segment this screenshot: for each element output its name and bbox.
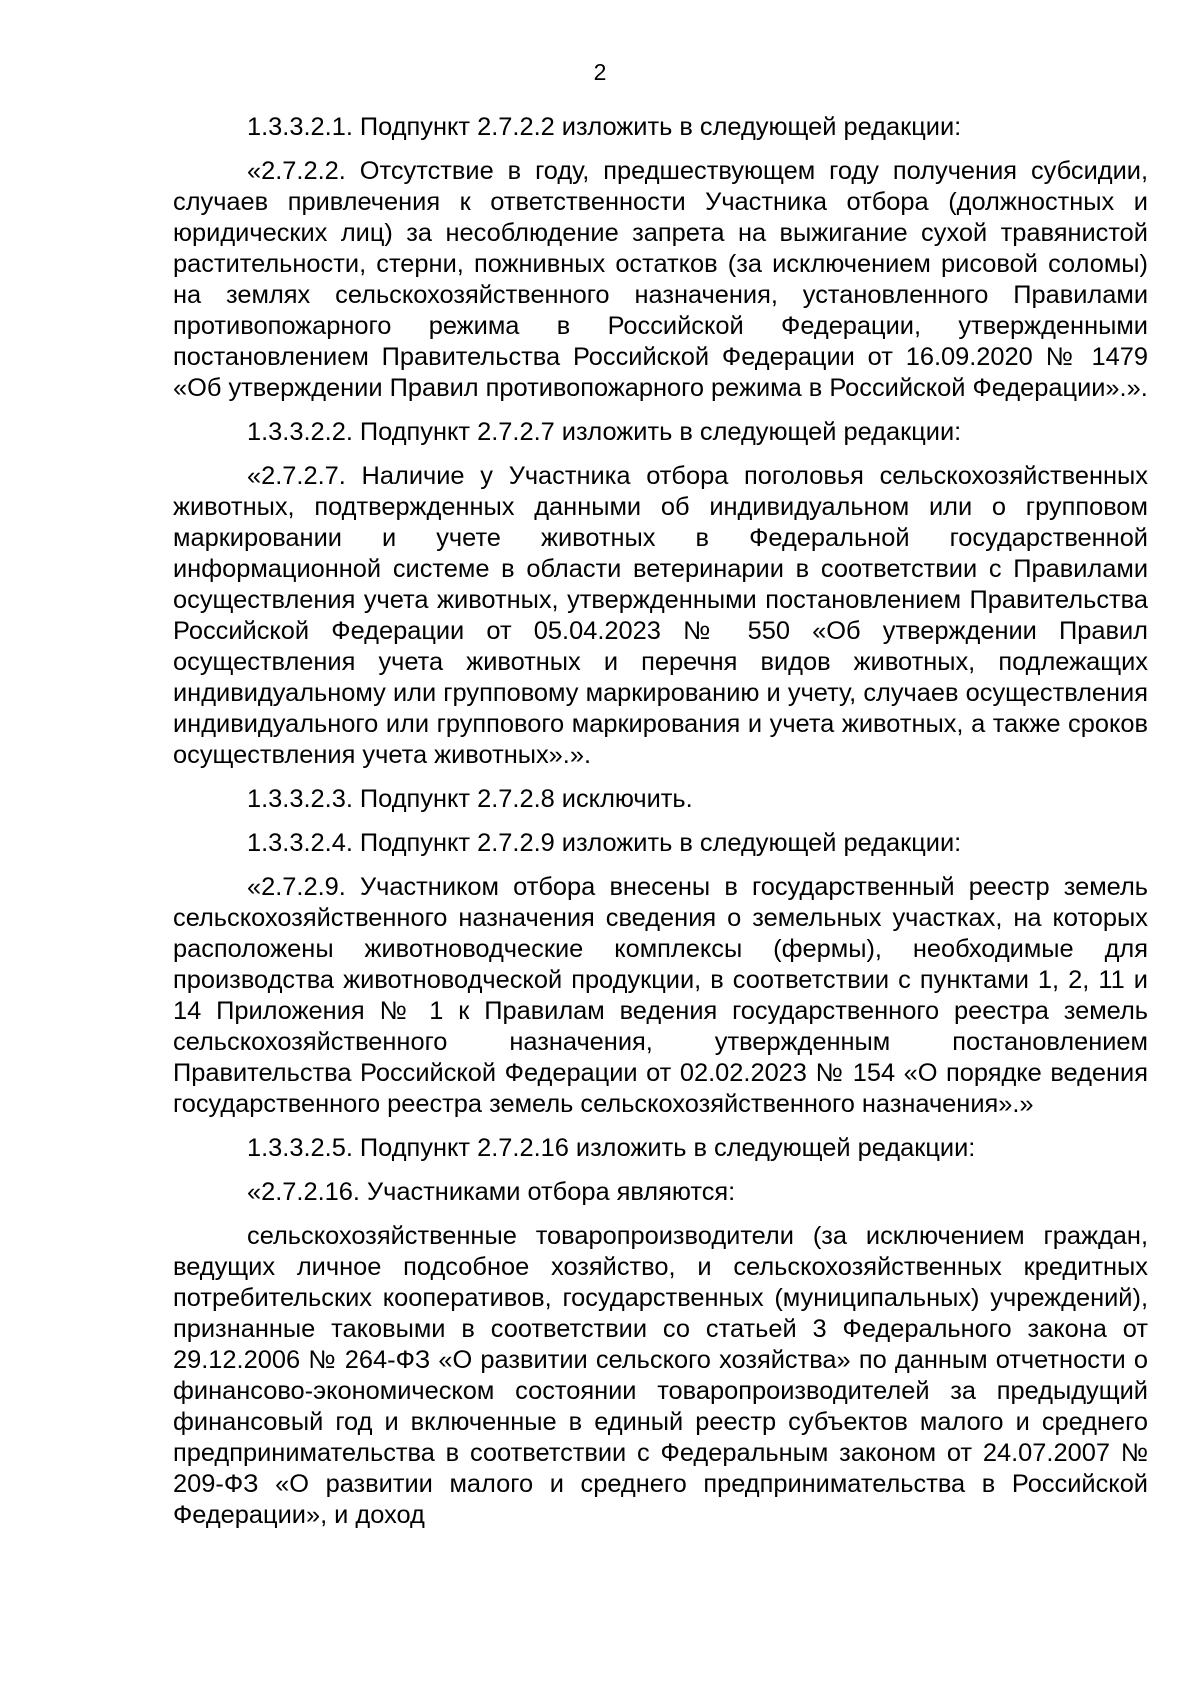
paragraph-1-3-3-2-4: 1.3.3.2.4. Подпункт 2.7.2.9 изложить в следующей редакции:: [247, 829, 962, 857]
paragraph-participants-text: сельскохозяйственные товаропроизводители (за исключением граждан, ведущих личное подсобное хозяйство, и сельскохозяйственных кредитных потребительских кооперативов, государственных (муниципальных) учреждений), признанные таковыми в соответствии со статьей 3 Федерального закона от 29.12.2006 № 264-ФЗ «О развитии сельского хозяйства» по данным отчетности о финансово-экономическом состоянии товаропроизводителей за предыдущий финансовый год и включенные в единый реестр субъектов малого и среднего предпринимательства в соответствии с Федеральным законом от 24.07.2007 № 209-ФЗ «О развитии малого и среднего предпринимательства в Российской Федерации», и доход: [173, 1222, 1148, 1529]
paragraph-1-3-3-2-3: 1.3.3.2.3. Подпункт 2.7.2.8 исключить.: [247, 785, 693, 813]
paragraph-2-7-2-9-text: «2.7.2.9. Участником отбора внесены в государственный реестр земель сельскохозяйственного назначения сведения о земельных участках, на которых расположены животноводческие комплексы (фермы), необходимые для производства животноводческой продукции, в соответствии с пунктами 1, 2, 11 и 14 Приложения № 1 к Правилам ведения государственного реестра земель сельскохозяйственного назначения, утвержденным постановлением Правительства Российской Федерации от 02.02.2023 № 154 «О порядке ведения государственного реестра земель сельскохозяйственного назначения».»: [173, 873, 1148, 1118]
paragraph-1-3-3-2-1: 1.3.3.2.1. Подпункт 2.7.2.2 изложить в следующей редакции:: [247, 113, 962, 141]
paragraph-2-7-2-7-text: «2.7.2.7. Наличие у Участника отбора поголовья сельскохозяйственных животных, подтвержденных данными об индивидуальном или о групповом маркировании и учете животных в Федеральной государственной информационной системе в области ветеринарии в соответствии с Правилами осуществления учета животных, утвержденными постановлением Правительства Российской Федерации от 05.04.2023 № 550 «Об утверждении Правил осуществления учета животных и перечня видов животных, подлежащих индивидуальному или групповому маркированию и учету, случаев осуществления индивидуального или группового маркирования и учета животных, а также сроков осуществления учета животных».».: [173, 462, 1148, 769]
page-number: 2: [593, 59, 607, 85]
paragraph-2-7-2-2-text: «2.7.2.2. Отсутствие в году, предшествующем году получения субсидии, случаев привлечения к ответственности Участника отбора (должностных и юридических лиц) за несоблюдение запрета на выжигание сухой травянистой растительности, стерни, пожнивных остатков (за исключением рисовой соломы) на землях сельскохозяйственного назначения, установленного Правилами противопожарного режима в Российской Федерации, утвержденными постановлением Правительства Российской Федерации от 16.09.2020 № 1479 «Об утверждении Правил противопожарного режима в Российской Федерации».».: [173, 157, 1148, 402]
paragraph-1-3-3-2-5: 1.3.3.2.5. Подпункт 2.7.2.16 изложить в следующей редакции:: [247, 1134, 976, 1162]
document-body: [173, 112, 1148, 1531]
paragraph-1-3-3-2-2: 1.3.3.2.2. Подпункт 2.7.2.7 изложить в следующей редакции:: [247, 418, 962, 446]
paragraph-2-7-2-16-heading: «2.7.2.16. Участниками отбора являются:: [247, 1178, 736, 1206]
